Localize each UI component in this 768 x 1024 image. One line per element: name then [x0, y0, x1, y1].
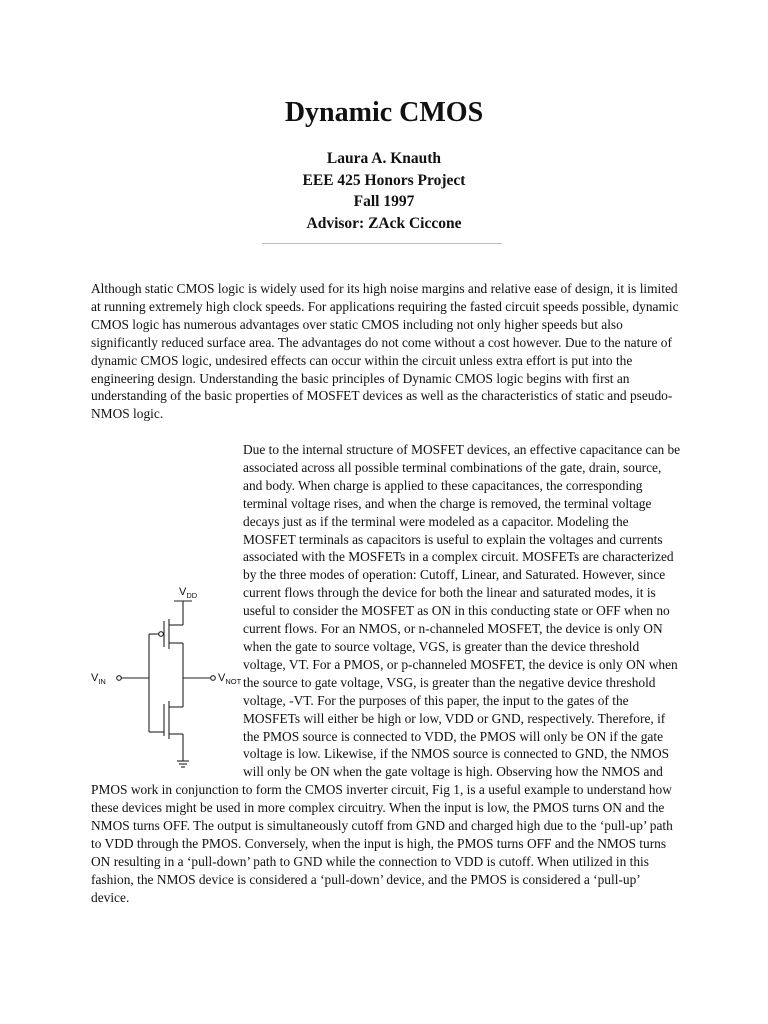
- document-title: Dynamic CMOS: [284, 97, 484, 128]
- vout-label: $V_{NOT}$: [218, 672, 242, 686]
- paragraph-intro: Although static CMOS logic is widely used for its high noise margins and relative ease of design, it is limited at running extremely high clock speeds. For applications requiring the fasted circuit speeds possible, dynamic CMOS logic has numerous advantages over static CMOS including not only higher speeds but also significantly reduced surface area. The advantages do not come without a cost however. Due to the nature of dynamic CMOS logic, undesired effects can occur within the circuit unless extra effort is put into the engineering design. Understanding the basic principles of Dynamic CMOS logic begins with first an understanding of the basic properties of MOSFET devices as well as the characteristics of static and pseudo-NMOS logic.: [91, 281, 679, 422]
- author-name: Laura A. Knauth: [326, 150, 442, 167]
- cmos-inverter-diagram: [91, 585, 243, 775]
- author-block: [0, 148, 768, 234]
- pmos-gate-bubble: [159, 632, 164, 637]
- term: Fall 1997: [353, 193, 415, 210]
- input-terminal: [117, 676, 122, 681]
- advisor: Advisor: ZAck Ciccone: [306, 214, 462, 232]
- cmos-inverter-figure: [91, 585, 243, 775]
- paragraph-mosfet: [91, 441, 681, 907]
- output-terminal: [211, 676, 216, 681]
- vin-label: $V_{IN}$: [91, 672, 106, 686]
- vdd-label: $V_{DD}$: [179, 586, 198, 600]
- course-name: EEE 425 Honors Project: [302, 171, 466, 189]
- horizontal-divider: [262, 243, 502, 244]
- paragraph-mosfet-text: Due to the internal structure of MOSFET devices, an effective capacitance can be associated across all possible terminal combinations of the gate, drain, source, and body. When charge is applied to these capacitances, the corresponding terminal voltage rises, and when the charge is removed, the terminal voltage decays just as if the terminal were modeled as a capacitor. Modeling the MOSFET terminals as capacitors is useful to explain the voltages and currents associated with the MOSFETs in a complex circuit. MOSFETs are characterized by the three modes of operation: Cutoff, Linear, and Saturated. However, since current flows through the device for both the linear and saturated modes, it is useful to consider the MOSFET as ON in this conducting state or OFF when no current flows. For an NMOS, or n-channeled MOSFET, the device is only ON when the gate to source voltage, VGS, is greater than the device threshold voltage, VT. For a PMOS, or p-channeled MOSFET, the device is only ON when the source to gate voltage, VSG, is greater than the negative device threshold voltage, -VT. For the purposes of this paper, the input to the gates of the MOSFETs will either be high or low, VDD or GND, respectively. Therefore, if the PMOS source is connected to VDD, the PMOS will only be ON if the gate voltage is low. Likewise, if the NMOS source is connected to GND, the NMOS will only be ON when the gate voltage is high. Observing how the NMOS and PMOS work in conjunction to form the CMOS inverter circuit, Fig 1, is a useful example to understand how these devices might be used in more complex circuitry. When the input is low, the PMOS turns ON and the NMOS turns OFF. The output is simultaneously cutoff from GND and charged high due to the ‘pull-up’ path to VDD through the PMOS. Conversely, when the input is high, the PMOS turns OFF and the NMOS turns ON resulting in a ‘pull-down’ path to GND while the connection to VDD is cutoff. When utilized in this fashion, the NMOS device is considered a ‘pull-down’ device, and the PMOS is considered a ‘pull-up’ device.: [91, 442, 681, 905]
